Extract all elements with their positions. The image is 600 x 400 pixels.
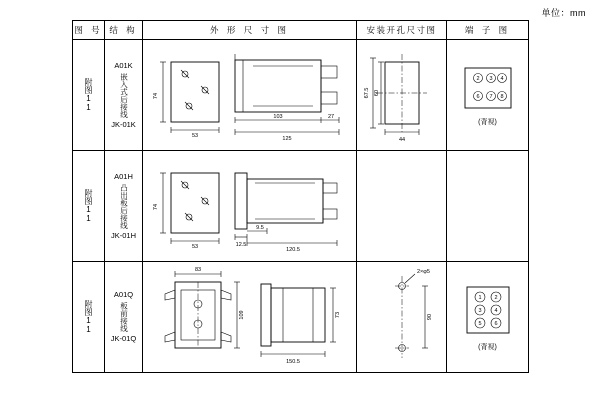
structure-model-1: JK-01K xyxy=(111,119,136,129)
svg-text:4: 4 xyxy=(493,307,498,314)
cell-structure-1 xyxy=(105,40,143,151)
header-terminal: 端 子 图 xyxy=(447,21,529,40)
structure-code-2: A01H xyxy=(114,171,133,181)
svg-text:53: 53 xyxy=(191,244,199,250)
svg-text:27: 27 xyxy=(327,114,335,120)
table-row xyxy=(73,262,529,373)
mounting-drawing-3 xyxy=(357,262,447,372)
svg-text:4: 4 xyxy=(499,75,504,82)
cell-mounting-3 xyxy=(357,262,447,373)
svg-text:150.5: 150.5 xyxy=(286,359,300,365)
svg-text:73: 73 xyxy=(335,311,341,319)
outline-drawing-2 xyxy=(143,151,357,261)
cell-outline-2 xyxy=(143,151,357,262)
cell-terminal-3 xyxy=(447,262,529,373)
header-drawing-no: 图 号 xyxy=(73,21,105,40)
svg-text:74: 74 xyxy=(153,92,159,100)
cell-mounting-1 xyxy=(357,40,447,151)
structure-model-3: JK-01Q xyxy=(110,334,137,343)
svg-text:6: 6 xyxy=(475,93,480,100)
svg-text:9.5: 9.5 xyxy=(256,225,264,231)
terminal-note-3: (背视) xyxy=(478,343,497,351)
svg-text:2: 2 xyxy=(475,75,480,82)
outline-drawing-3 xyxy=(143,262,357,372)
terminal-note-1: (背视) xyxy=(478,118,497,126)
cell-drawing-no-1 xyxy=(73,40,105,151)
svg-text:103: 103 xyxy=(273,114,283,120)
svg-text:125: 125 xyxy=(282,136,292,142)
svg-text:2×φ5: 2×φ5 xyxy=(417,269,430,275)
svg-text:5: 5 xyxy=(477,320,482,327)
terminal-drawing-1 xyxy=(457,64,519,114)
header-mounting-hole: 安装开孔尺寸图 xyxy=(357,21,447,40)
mounting-drawing-1 xyxy=(357,40,447,150)
cell-structure-2 xyxy=(105,151,143,262)
svg-text:2: 2 xyxy=(493,294,498,301)
svg-text:3: 3 xyxy=(477,307,482,314)
outline-drawing-1 xyxy=(143,40,357,150)
cell-terminal-1 xyxy=(447,40,529,151)
svg-text:53: 53 xyxy=(191,133,199,139)
unit-note: 单位：mm xyxy=(541,8,586,18)
svg-text:90: 90 xyxy=(427,313,433,321)
svg-text:3: 3 xyxy=(488,75,493,82)
cell-drawing-no-2 xyxy=(73,151,105,262)
structure-code-1: A01K xyxy=(114,60,133,70)
svg-text:1: 1 xyxy=(477,294,482,301)
cell-structure-3 xyxy=(105,262,143,373)
header-outline-dimensions: 外 形 尺 寸 图 xyxy=(143,21,357,40)
cell-outline-1 xyxy=(143,40,357,151)
spec-table xyxy=(72,20,529,373)
cell-drawing-no-3 xyxy=(73,262,105,373)
cell-terminal-2 xyxy=(447,151,529,262)
structure-code-3: A01Q xyxy=(113,290,134,299)
structure-desc-3: 板前接线 xyxy=(119,302,129,332)
svg-text:109: 109 xyxy=(239,310,245,320)
drawing-no-label-3: 附图11 xyxy=(84,300,93,334)
svg-text:74: 74 xyxy=(153,203,159,211)
structure-desc-2: 凸出板后接线 xyxy=(119,183,129,229)
structure-model-2: JK-01H xyxy=(110,230,136,240)
table-row xyxy=(73,151,529,262)
svg-text:60: 60 xyxy=(374,89,380,97)
table-row xyxy=(73,40,529,151)
header-structure: 结 构 xyxy=(105,21,143,40)
svg-text:12.5: 12.5 xyxy=(235,242,247,248)
svg-text:67.5: 67.5 xyxy=(364,87,370,99)
svg-text:44: 44 xyxy=(398,137,406,143)
svg-text:83: 83 xyxy=(194,267,202,273)
drawing-no-label-2: 附图11 xyxy=(84,189,93,223)
terminal-drawing-3 xyxy=(457,283,519,339)
svg-text:8: 8 xyxy=(499,93,504,100)
svg-text:120.5: 120.5 xyxy=(286,247,300,253)
cell-mounting-2 xyxy=(357,151,447,262)
svg-text:6: 6 xyxy=(493,320,498,327)
structure-desc-1: 嵌入式后接线 xyxy=(119,72,129,118)
table-header-row xyxy=(73,21,529,40)
svg-text:7: 7 xyxy=(488,93,493,100)
cell-outline-3 xyxy=(143,262,357,373)
drawing-no-label-1: 附图11 xyxy=(84,78,93,112)
